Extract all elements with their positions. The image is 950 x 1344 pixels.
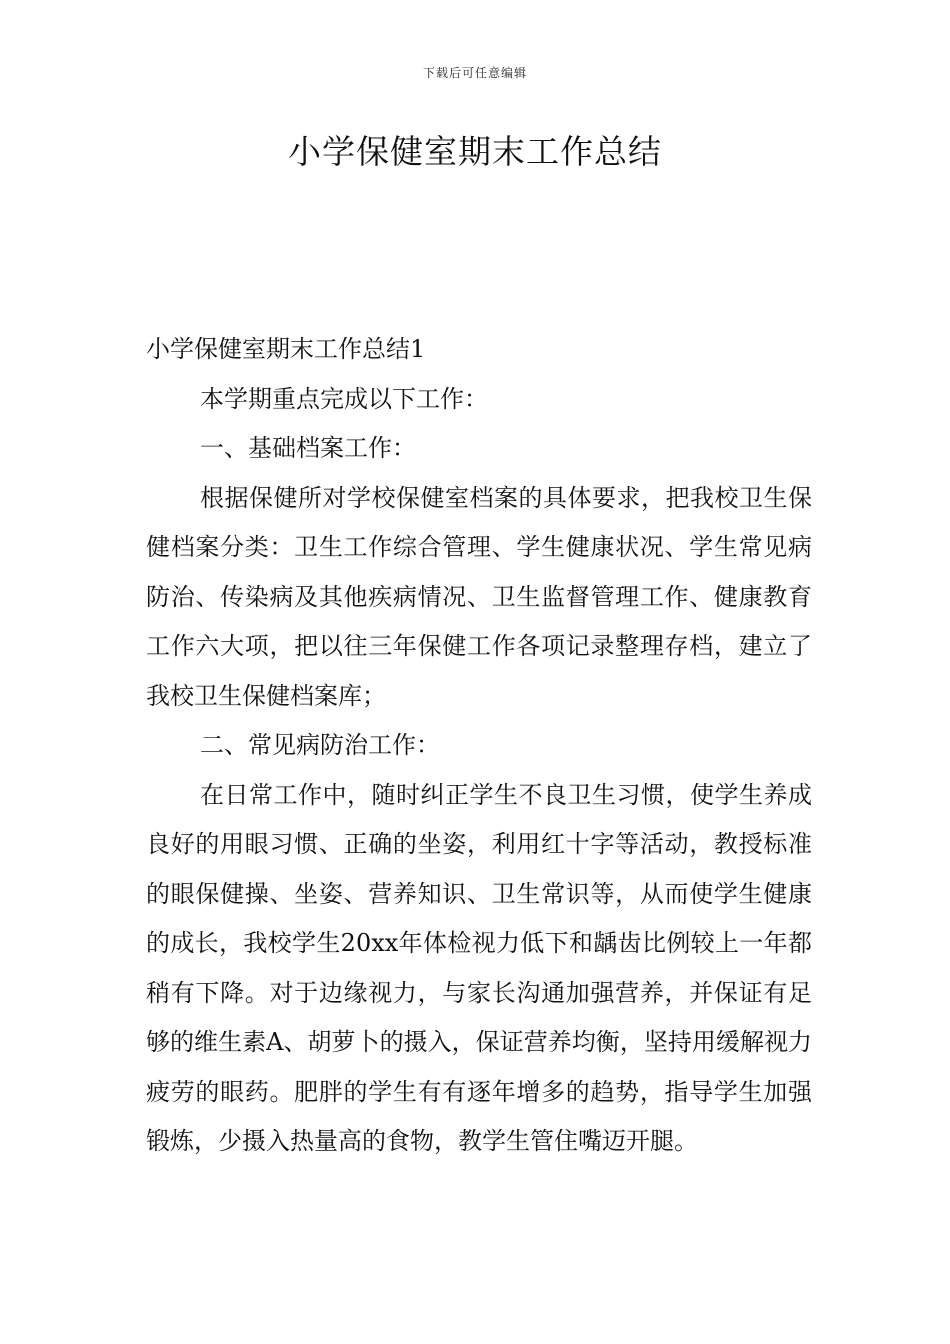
header-note: 下载后可任意编辑 — [422, 66, 527, 80]
paragraph-heading-disease: 二、常见病防治工作： — [200, 731, 440, 759]
paragraph-disease: 在日常工作中，随时纠正学生不良卫生习惯，使学生养成良好的用眼习惯、正确的坐姿，利用红十字等活动，教授标准的眼保健操、坐姿、营养知识、卫生常识等，从而使学生健康的成长，我校学生20xx年体检视力低下和龋齿比例较上一年都稍有下降。对于边缘视力，与家长沟通加强营养，并保证有足够的维生素A、胡萝卜的摄入，保证营养均衡，坚持用缓解视力疲劳的眼药。肥胖的学生有有逐年增多的趋势，指导学生加强锻炼，少摄入热量高的食物，教学生管住嘴迈开腿。 — [146, 780, 812, 1155]
paragraph-intro: 本学期重点完成以下工作： — [200, 384, 488, 413]
document-body — [146, 325, 812, 1167]
paragraph-archives: 根据保健所对学校保健室档案的具体要求，把我校卫生保健档案分类：卫生工作综合管理、学生健康状况、学生常见病防治、传染病及其他疾病情况、卫生监督管理工作、健康教育工作六大项，把以往三年保健工作各项记录整理存档，建立了我校卫生保健档案库； — [146, 483, 812, 710]
section-title: 小学保健室期末工作总结1 — [146, 335, 426, 363]
paragraph-heading-archives: 一、基础档案工作： — [200, 434, 416, 462]
document-title: 小学保健室期末工作总结 — [288, 132, 662, 171]
